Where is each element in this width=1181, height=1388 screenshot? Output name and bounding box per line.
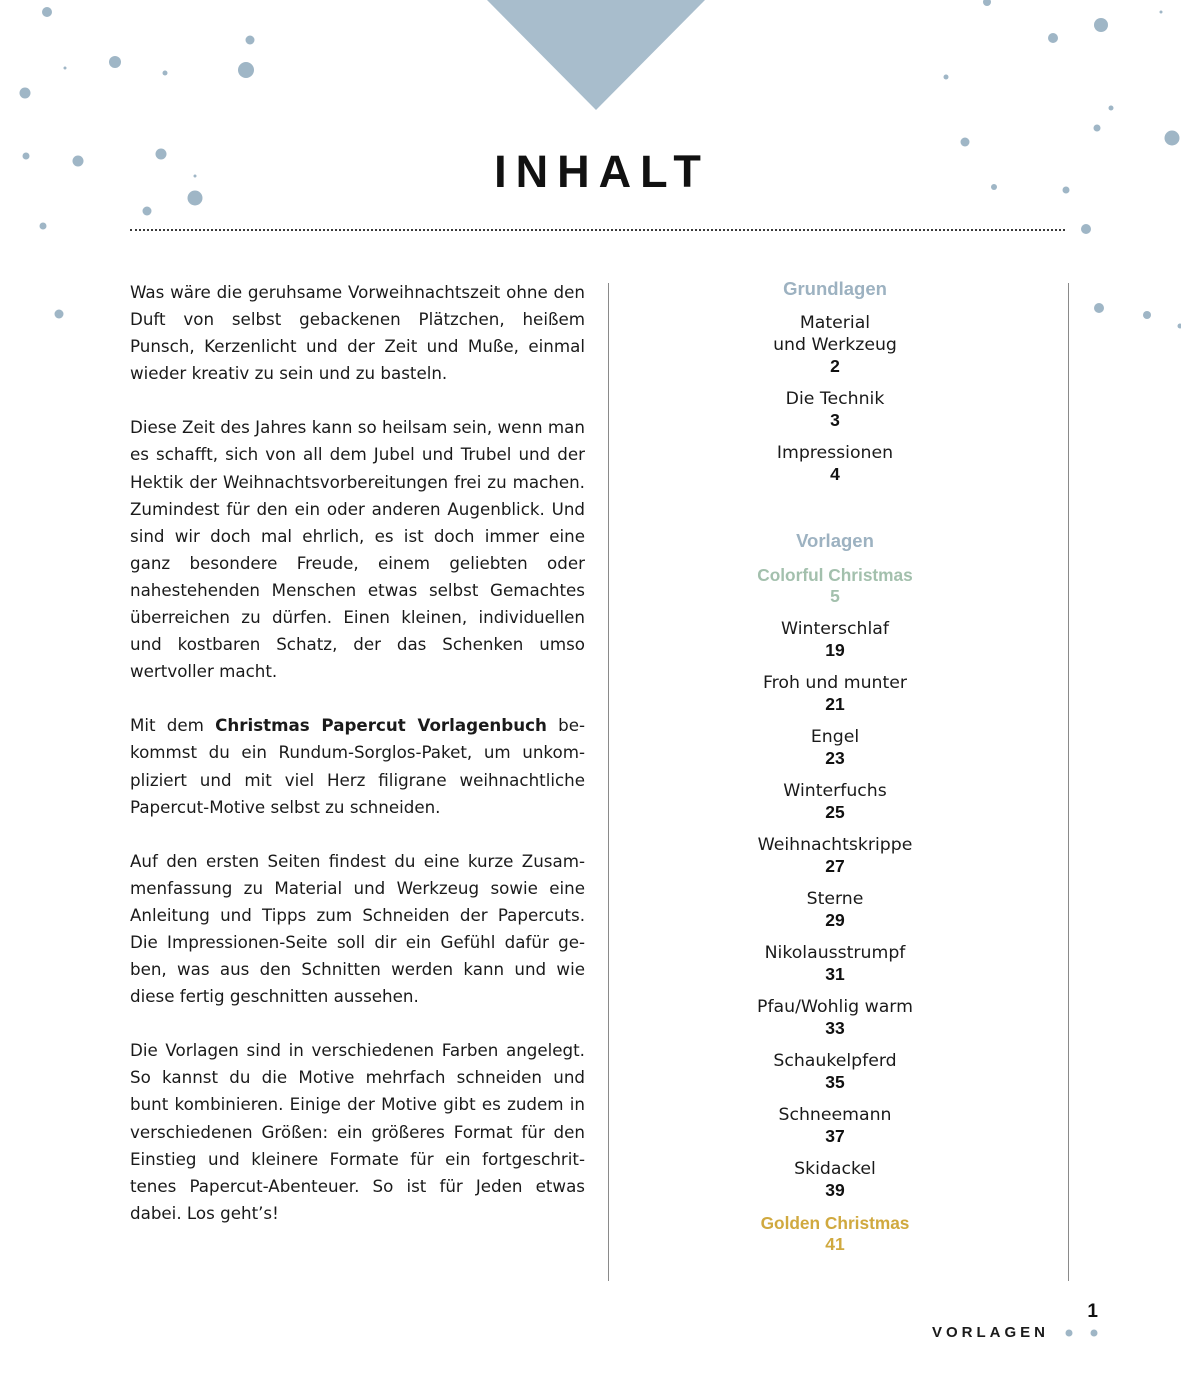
toc-entry-page: 37	[825, 1126, 845, 1146]
column-divider-left	[608, 283, 609, 1281]
table-of-contents	[690, 278, 980, 1266]
section-heading-grundlagen: Grundlagen	[783, 278, 887, 299]
toc-entry-page: 29	[825, 910, 845, 930]
book-title: Christmas Papercut Vorlagenbuch	[215, 715, 547, 736]
toc-entry-page: 21	[825, 694, 845, 714]
toc-entry-title: Schneemann	[778, 1105, 892, 1125]
toc-entry-page: 33	[825, 1018, 845, 1038]
grundlagen-list	[690, 312, 980, 484]
toc-entry-title: Colorful Christmas	[757, 565, 913, 585]
toc-entry[interactable]	[690, 942, 980, 984]
toc-entry-colorful-christmas[interactable]	[690, 564, 980, 606]
toc-entry-title: Sterne	[806, 889, 864, 909]
toc-entry-page: 23	[825, 748, 845, 768]
toc-entry[interactable]	[690, 1050, 980, 1092]
toc-entry-page: 19	[825, 640, 845, 660]
vorlagen-list	[690, 618, 980, 1200]
toc-entry-page: 41	[825, 1234, 845, 1254]
intro-paragraph: Was wäre die geruhsame Vorweihnachtszeit ohne den Duft von selbst gebackenen Plätzchen, heißem Punsch, Kerzenlicht und der Zeit und Muße, einmal wieder kreativ zu sein und zu basteln.	[130, 282, 585, 384]
toc-entry-title: Winterschlaf	[781, 619, 889, 639]
toc-entry-page: 35	[825, 1072, 845, 1092]
toc-entry-title: Pfau/Wohlig warm	[757, 997, 913, 1017]
intro-paragraph: Auf den ersten Seiten findest du eine kurze Zusammenfassung zu Material und Werkzeug sowie eine Anleitung und Tipps zum Schneiden der Papercuts. Die Impressionen-Seite soll dir ein Gefühl dafür geben, was aus den Schnitten werden kann und wie diese fertig geschnitten aussehen.	[130, 850, 585, 1007]
section-heading-vorlagen: Vorlagen	[796, 530, 874, 551]
toc-entry[interactable]	[690, 1104, 980, 1146]
intro-paragraph: Diese Zeit des Jahres kann so heilsam sein, wenn man es schafft, sich von all dem Jubel und Trubel und der Hektik der Weihnachtsvorbereitungen frei zu machen. Zumindest für den ein oder anderen Augenblick. Und sind wir doch mal ehrlich, es ist doch immer eine ganz besondere Freude, einem geliebten oder nahestehenden Menschen etwas selbst Gemachtes überreichen zu dürfen. Einen kleinen, individuellen und kostbaren Schatz, der das Schenken umso wertvoller macht.	[130, 417, 585, 682]
toc-entry[interactable]	[690, 780, 980, 822]
toc-entry-golden-christmas[interactable]	[690, 1212, 980, 1254]
toc-entry[interactable]	[690, 834, 980, 876]
dotted-divider	[130, 229, 1065, 231]
toc-entry-title: Froh und munter	[762, 673, 908, 693]
toc-entry-page: 5	[830, 586, 840, 606]
toc-entry-page: 4	[830, 464, 840, 484]
triangle-shape	[487, 0, 705, 110]
page-number: 1	[1087, 1301, 1098, 1322]
toc-entry[interactable]	[690, 442, 980, 484]
toc-entry[interactable]	[690, 888, 980, 930]
toc-entry-title: Weihnachtskrippe	[757, 835, 913, 855]
intro-text	[130, 279, 585, 1254]
toc-entry-title: Material und Werkzeug	[773, 313, 897, 355]
toc-entry-title: Engel	[810, 727, 860, 747]
column-divider-right	[1068, 283, 1069, 1281]
toc-entry[interactable]	[690, 312, 980, 376]
intro-paragraph: Die Vorlagen sind in verschiedenen Farben angelegt. So kannst du die Motive mehrfach schneiden und bunt kombinieren. Einige der Motive gibt es zudem in verschiedenen Größen: ein größeres Format für den Einstieg und kleinere Formate für ein fortgeschrittenes Papercut-Abenteuer. So ist für Jeden etwas dabei. Los geht’s!	[130, 1040, 585, 1223]
toc-entry-title: Nikolausstrumpf	[764, 943, 906, 963]
toc-entry-page: 3	[830, 410, 840, 430]
intro-text-run: Mit dem	[130, 715, 216, 736]
toc-entry[interactable]	[690, 388, 980, 430]
toc-entry-page: 39	[825, 1180, 845, 1200]
toc-entry[interactable]	[690, 996, 980, 1038]
toc-entry[interactable]	[690, 672, 980, 714]
toc-entry-page: 31	[825, 964, 845, 984]
page-title: INHALT	[494, 146, 710, 197]
toc-entry[interactable]	[690, 726, 980, 768]
intro-text-run: bekommst du ein Rundum-Sorglos-Paket, um unkompliziert und mit viel Herz filigrane weihnachtliche Papercut-Motive selbst zu schneiden.	[130, 715, 585, 817]
toc-entry-title: Winterfuchs	[783, 781, 887, 801]
section-label: VORLAGEN	[932, 1324, 1050, 1341]
toc-entry-title: Impressionen	[776, 443, 894, 463]
toc-entry-title: Golden Christmas	[760, 1213, 910, 1233]
toc-entry-title: Schaukelpferd	[773, 1051, 897, 1071]
toc-entry[interactable]	[690, 1158, 980, 1200]
toc-entry-page: 27	[825, 856, 845, 876]
toc-entry-title: Skidackel	[794, 1159, 876, 1179]
toc-entry-page: 2	[830, 356, 840, 376]
toc-entry[interactable]	[690, 618, 980, 660]
toc-entry-title: Die Technik	[785, 389, 885, 409]
intro-paragraph	[130, 712, 585, 820]
toc-entry-page: 25	[825, 802, 845, 822]
